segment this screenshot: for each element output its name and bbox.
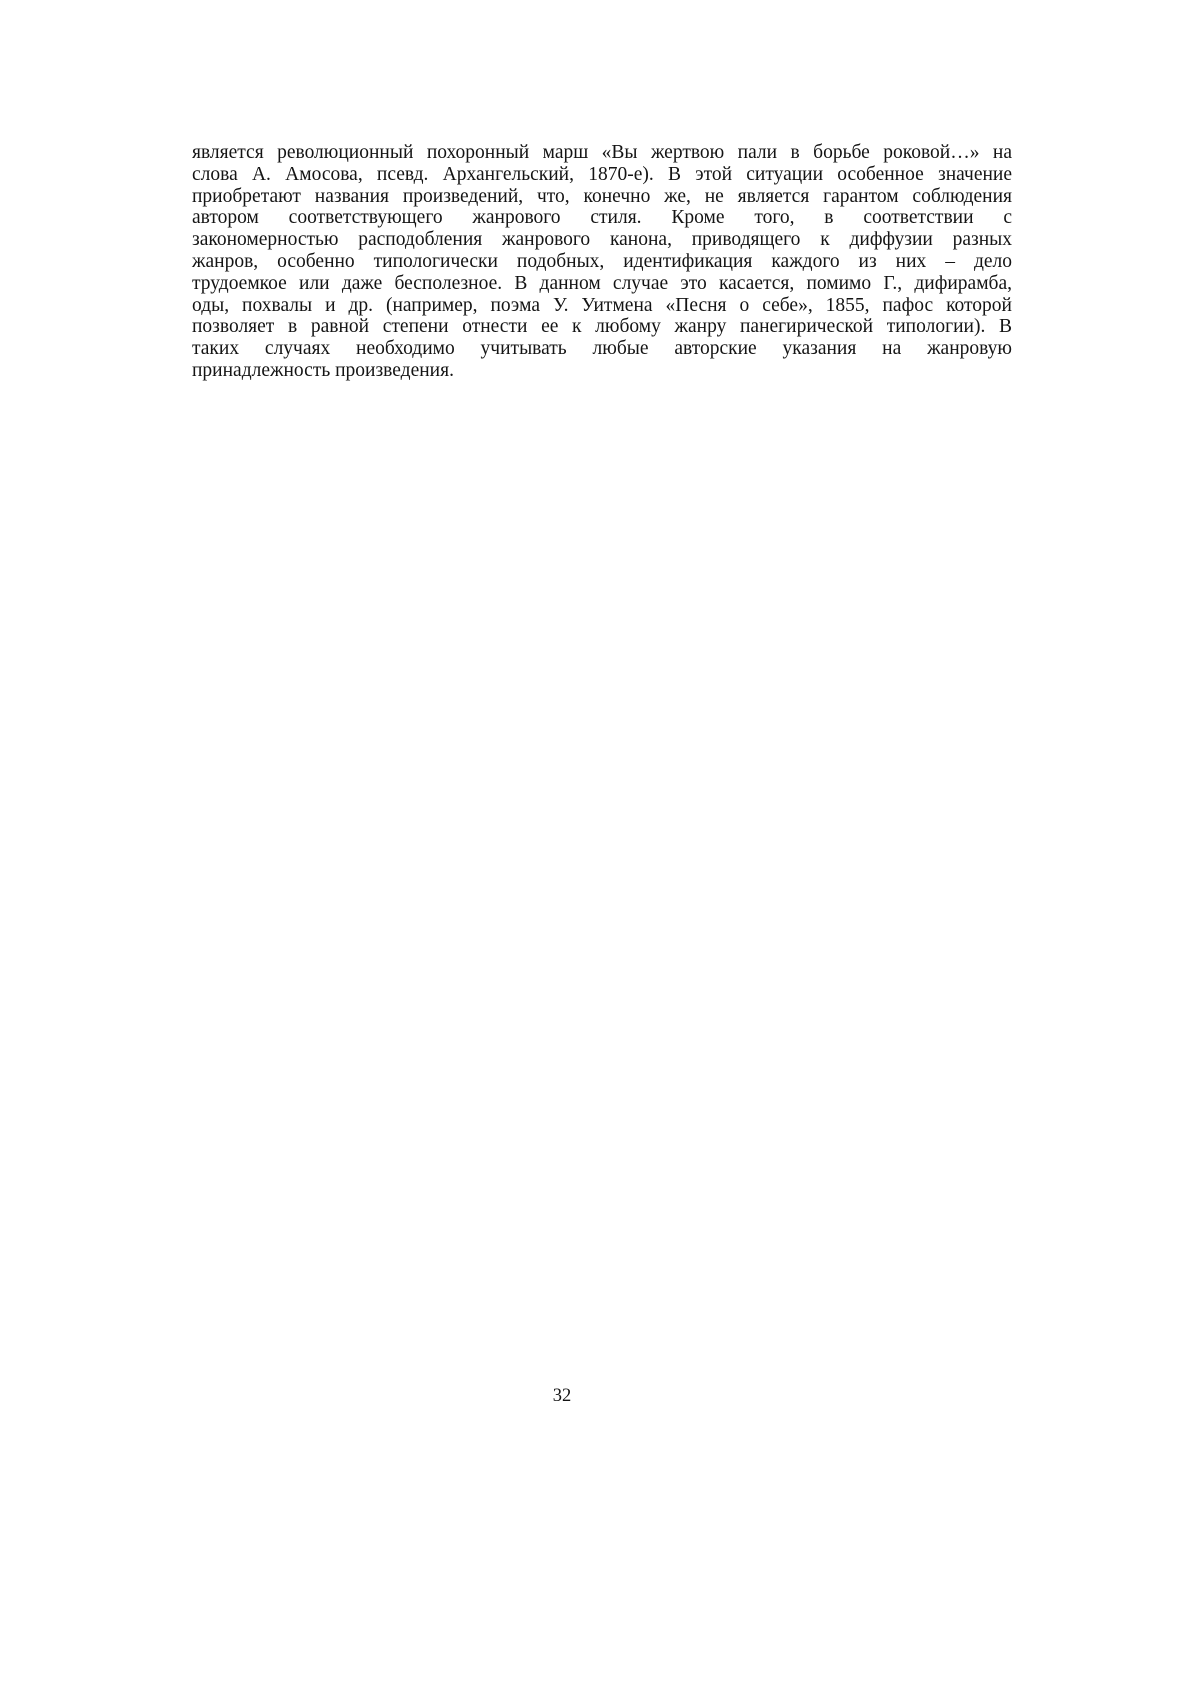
paragraph-line: приобретают названия произведений, что, конечно же, не является гарантом соблюдения — [192, 185, 1012, 207]
paragraph-line: таких случаях необходимо учитывать любые авторские указания на жанровую — [192, 338, 1012, 360]
paragraph-line: трудоемкое или даже бесполезное. В данном случае это касается, помимо Г., дифирамба, — [192, 272, 1012, 294]
paragraph-line: жанров, особенно типологически подобных, идентификация каждого из них – дело — [192, 250, 1012, 272]
paragraph-line: автором соответствующего жанрового стиля. Кроме того, в соответствии с — [192, 207, 1012, 229]
paragraph-line: является революционный похоронный марш «Вы жертвою пали в борьбе роковой…» на — [192, 142, 1012, 163]
page-number: 32 — [552, 1386, 572, 1406]
body-text — [192, 142, 1012, 382]
paragraph-line: закономерностью расподобления жанрового канона, приводящего к диффузии разных — [192, 229, 1012, 251]
paragraph-line: позволяет в равной степени отнести ее к любому жанру панегирической типологии). В — [192, 316, 1012, 338]
paragraph-line: слова А. Амосова, псевд. Архангельский, 1870-е). В этой ситуации особенное значение — [192, 163, 1012, 185]
page-footer — [0, 1386, 1124, 1406]
paragraph-line: оды, похвалы и др. (например, поэма У. Уитмена «Песня о себе», 1855, пафос которой — [192, 294, 1012, 316]
paragraph-line: принадлежность произведения. — [192, 359, 454, 381]
